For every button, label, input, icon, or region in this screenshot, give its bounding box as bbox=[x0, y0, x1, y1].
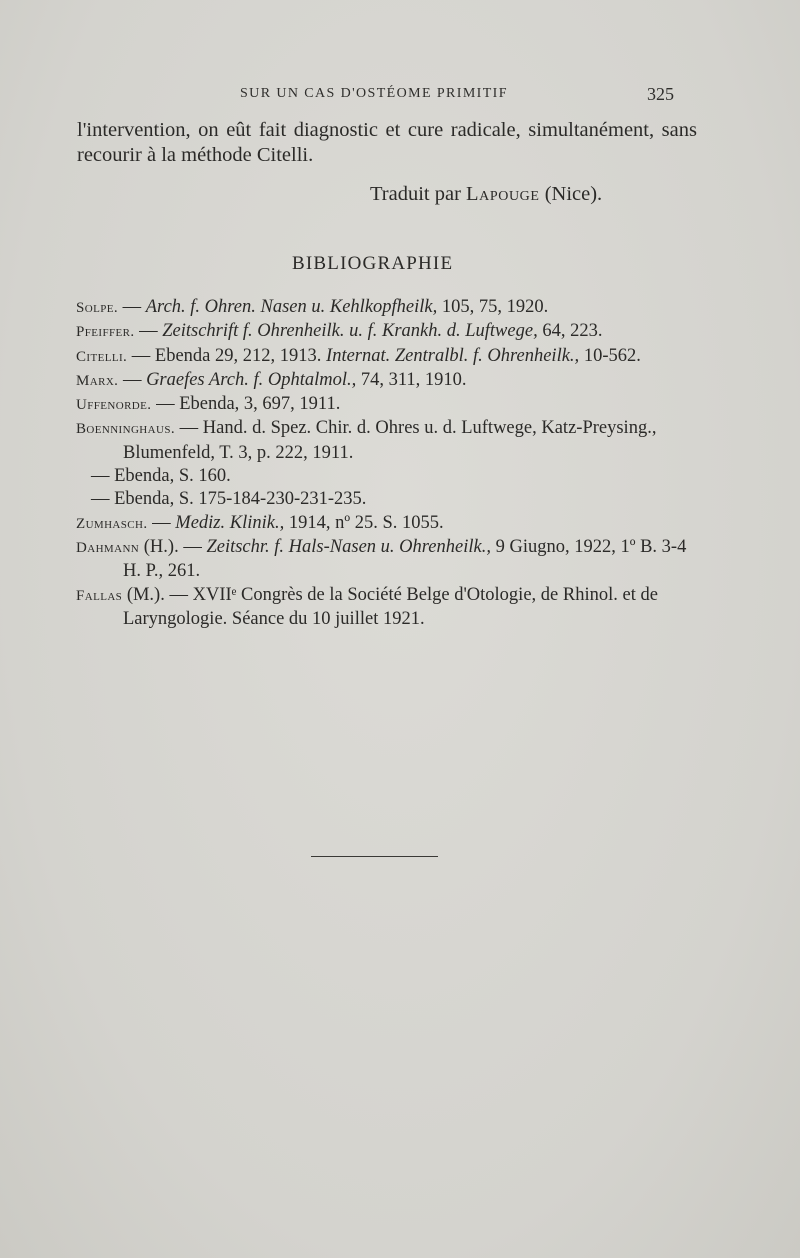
entry-separator: (H.). — bbox=[139, 536, 207, 557]
entry-details: 9 Giugno, 1922, 1º B. 3-4 H. P., 261. bbox=[123, 536, 687, 582]
entry-details: Ebenda, S. 175-184-230-231-235. bbox=[114, 489, 367, 510]
entry-separator: — bbox=[118, 369, 147, 390]
entry-details: 105, 75, 1920. bbox=[437, 297, 549, 317]
entry-author: Solpe. bbox=[76, 300, 118, 316]
bibliography-entry bbox=[76, 536, 708, 584]
entry-title: Zeitschrift f. Ohrenheilk. u. f. Krankh. d. Luftwege, bbox=[162, 321, 538, 342]
entry-details: 64, 223. bbox=[537, 321, 603, 342]
signature-suffix: (Nice). bbox=[539, 183, 603, 205]
entry-details: 1914, nº 25. S. 1055. bbox=[284, 512, 444, 533]
bibliography-heading: BIBLIOGRAPHIE bbox=[292, 253, 454, 274]
entry-details: Ebenda 29, 212, 1913. bbox=[154, 345, 327, 366]
entry-title: Mediz. Klinik., bbox=[175, 512, 285, 533]
bibliography-entry bbox=[76, 417, 708, 465]
entry-author: Pfeiffer. bbox=[76, 324, 135, 341]
entry-author: Uffenorde. bbox=[76, 397, 152, 414]
entry-separator: — bbox=[175, 418, 203, 439]
entry-author: Marx. bbox=[76, 372, 119, 389]
bibliography-entry bbox=[76, 320, 708, 344]
entry-details-2: 10-562. bbox=[579, 345, 641, 366]
signature-prefix: Traduit par bbox=[370, 183, 467, 205]
running-head: SUR UN CAS D'OSTÉOME PRIMITIF bbox=[240, 86, 508, 101]
entry-author: Fallas bbox=[76, 587, 123, 604]
entry-separator: (M.). — bbox=[122, 584, 193, 605]
bibliography-entry bbox=[76, 345, 708, 369]
bibliography-entry bbox=[76, 296, 708, 320]
entry-separator: — bbox=[91, 466, 115, 487]
entry-author: Boenninghaus. bbox=[76, 421, 176, 438]
entry-separator: — bbox=[147, 512, 176, 533]
entry-details: XVIIᵉ Congrès de la Société Belge d'Otologie, de Rhinol. et de Laryngologie. Séance du 10 juillet 1921. bbox=[123, 584, 658, 629]
entry-separator: — bbox=[151, 394, 180, 415]
bibliography-list bbox=[76, 296, 708, 631]
bibliography-entry bbox=[76, 369, 708, 393]
page-number: 325 bbox=[647, 84, 674, 104]
bibliography-entry bbox=[76, 512, 708, 536]
bibliography-entry bbox=[76, 393, 708, 417]
entry-details: Ebenda, 3, 697, 1911. bbox=[179, 394, 341, 415]
entry-separator: — bbox=[134, 321, 163, 342]
entry-title: Zeitschr. f. Hals-Nasen u. Ohrenheilk., bbox=[206, 536, 491, 557]
entry-title: Internat. Zentralbl. f. Ohrenheilk., bbox=[326, 345, 580, 366]
section-divider bbox=[311, 856, 438, 857]
bibliography-entry bbox=[76, 488, 708, 511]
entry-title: Graefes Arch. f. Ophtalmol., bbox=[146, 369, 357, 390]
bibliography-entry bbox=[76, 465, 708, 488]
entry-separator: — bbox=[118, 297, 146, 317]
entry-details: 74, 311, 1910. bbox=[356, 369, 467, 390]
entry-details: Hand. d. Spez. Chir. d. Ohres u. d. Luftwege, Katz-Preysing., Blumenfeld, T. 3, p. 222, 1911. bbox=[123, 418, 657, 463]
entry-author: Dahmann bbox=[76, 539, 140, 556]
bibliography-entry bbox=[76, 584, 708, 632]
entry-author: Citelli. bbox=[76, 348, 128, 365]
entry-separator: — bbox=[127, 345, 155, 366]
entry-title: Arch. f. Ohren. Nasen u. Kehlkopfheilk, bbox=[145, 297, 438, 317]
body-paragraph: l'intervention, on eût fait diagnostic et cure radicale, simultanément, sans recourir à la méthode Citelli. bbox=[77, 119, 697, 166]
entry-author: Zumhasch. bbox=[76, 515, 148, 532]
translator-name: Lapouge bbox=[466, 183, 540, 205]
translator-signature bbox=[370, 183, 602, 206]
entry-separator: — bbox=[91, 489, 115, 510]
entry-details: Ebenda, S. 160. bbox=[114, 466, 231, 487]
